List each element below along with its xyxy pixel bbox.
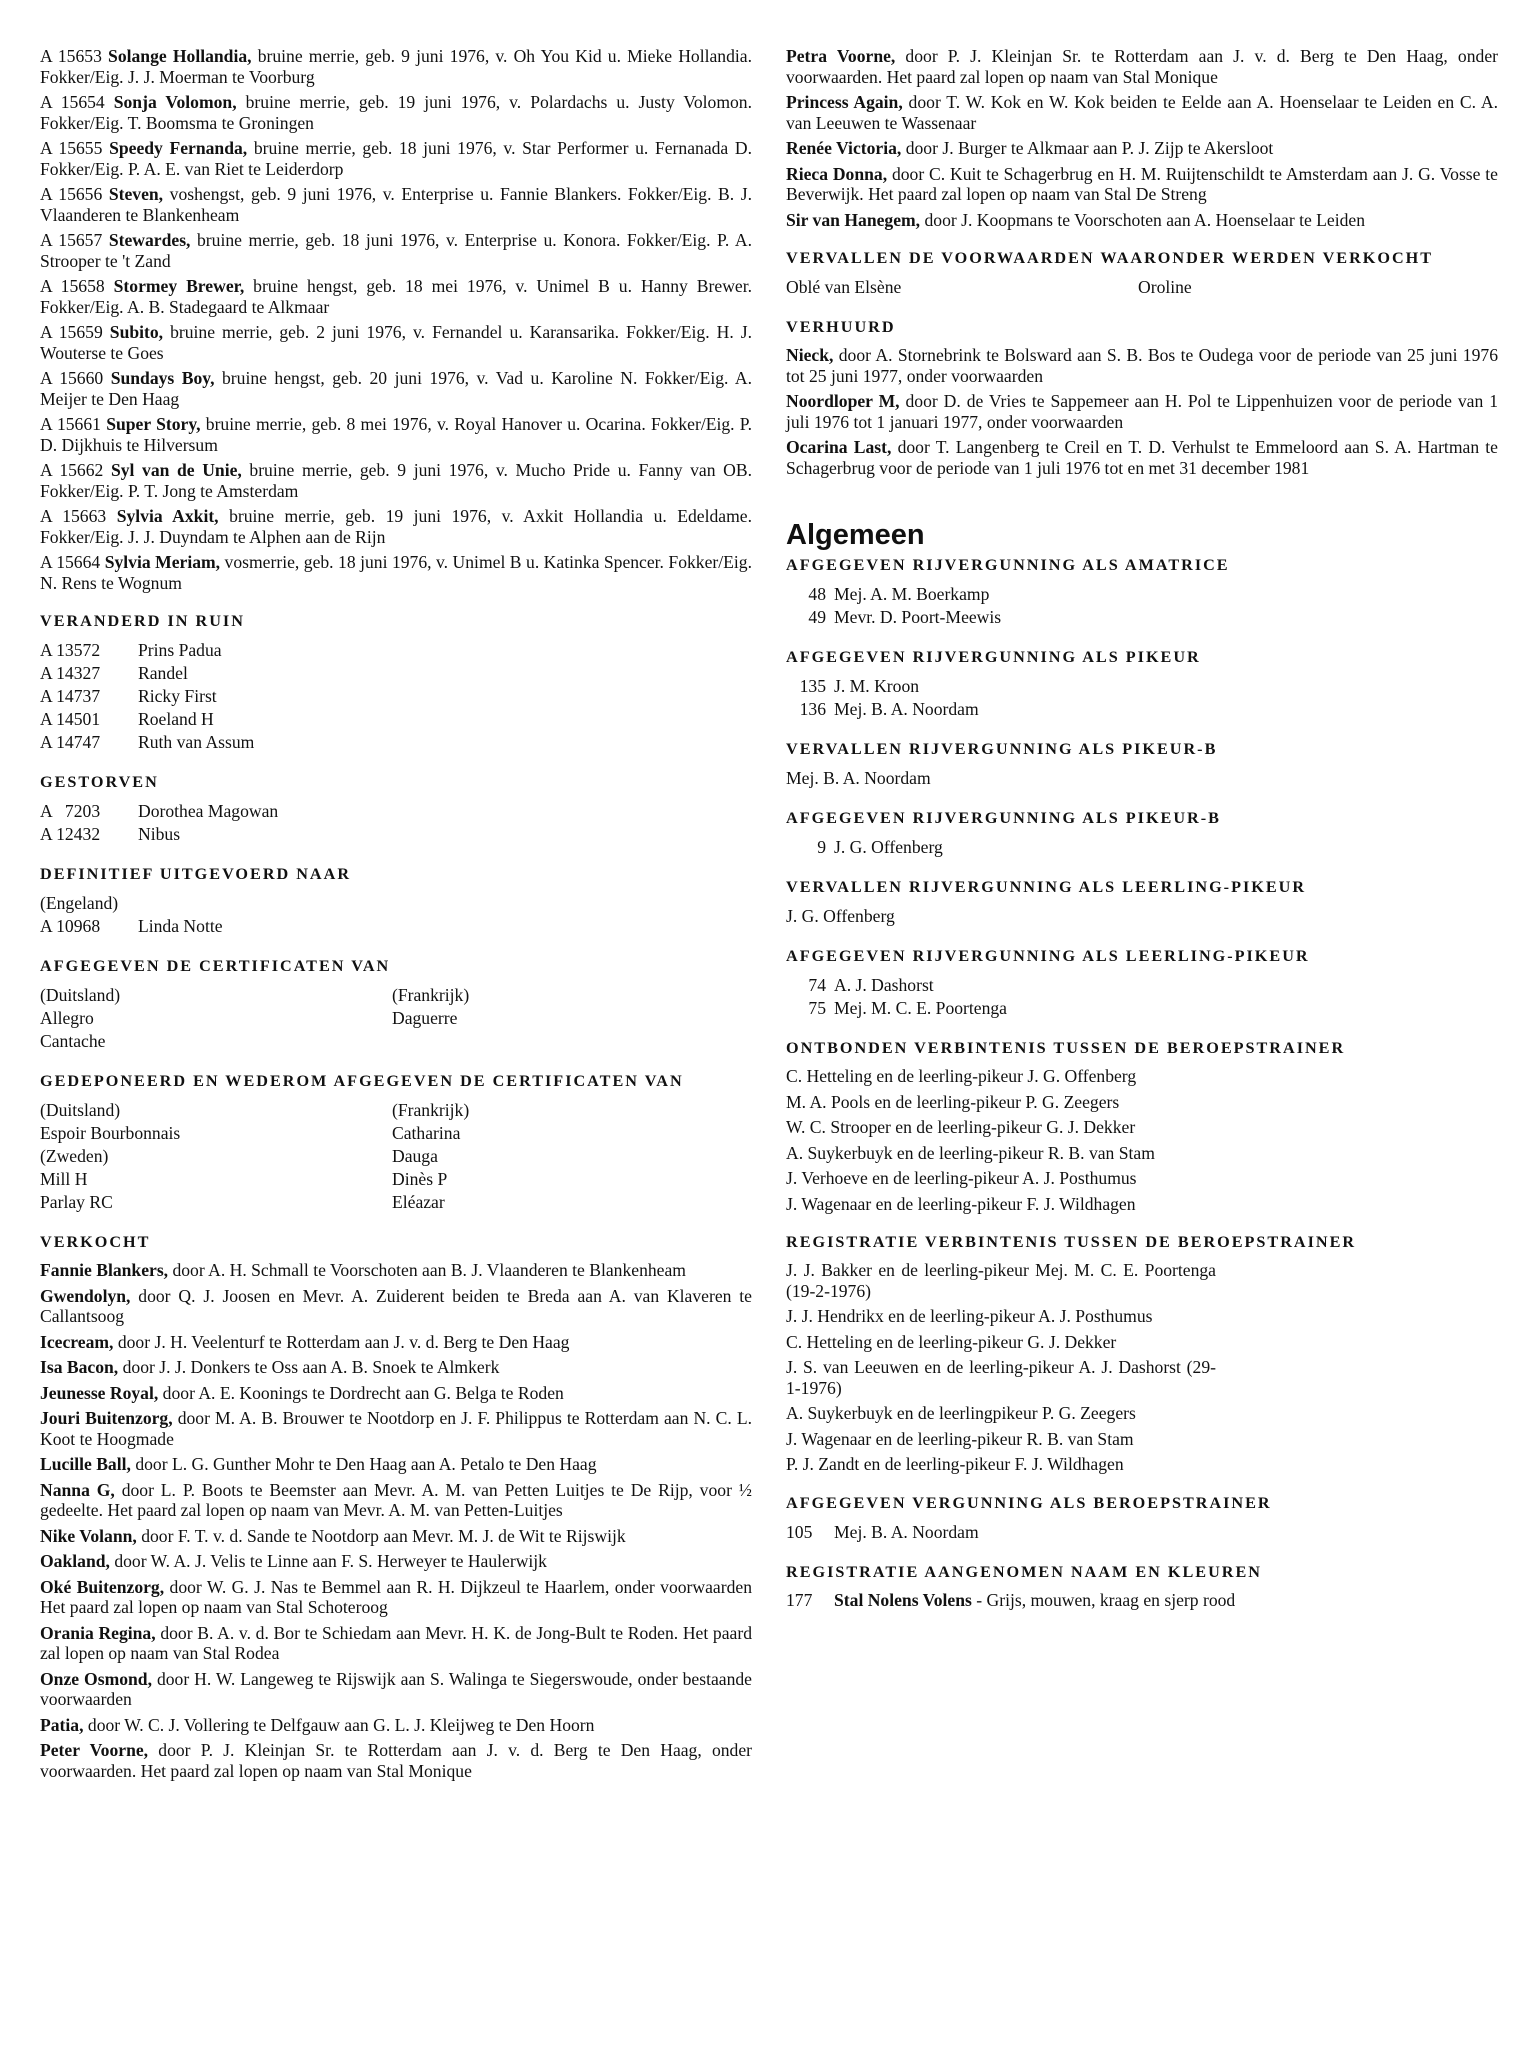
trainer-entry: J. S. van Leeuwen en de leerling-pikeur A. J. Dashorst (29-1-1976)	[786, 1357, 1216, 1398]
horse-name: Speedy Fernanda,	[109, 138, 248, 158]
registration-details: bruine merrie, geb. 19 juni 1976, v. Polardachs u. Justy Volomon. Fokker/Eig. T. Boomsma te Groningen	[40, 92, 753, 133]
entry-text: door W. G. J. Nas te Bemmel aan R. H. Dijkzeul te Haarlem, onder voorwaarden Het paard zal lopen op naam van Stal Schoteroog	[40, 1576, 752, 1617]
registration-number: A 15662	[40, 460, 104, 480]
section-heading: VERKOCHT	[40, 1233, 151, 1251]
licence-name: J. G. Offenberg	[834, 837, 943, 857]
trainer-entry: A. Suykerbuyk en de leerling-pikeur R. B. van Stam	[786, 1142, 1155, 1163]
registration-entry	[40, 506, 752, 547]
sold-entry	[786, 46, 1498, 87]
registration-details: vosmerrie, geb. 18 juni 1976, v. Unimel B u. Katinka Spencer. Fokker/Eig. N. Rens te Wognum	[40, 552, 752, 593]
entry-text: door P. J. Kleinjan Sr. te Rotterdam aan J. v. d. Berg te Den Haag, onder voorwaarden. Het paard zal lopen op naam van Stal Monique	[40, 1740, 753, 1781]
entry-name: Orania Regina,	[40, 1622, 156, 1643]
entry-name: Patia,	[40, 1714, 84, 1735]
registration-details: bruine merrie, geb. 9 juni 1976, v. Mucho Pride u. Fanny van OB. Fokker/Eig. P. T. Jong te Amsterdam	[40, 460, 752, 501]
sold-list	[40, 1260, 752, 1781]
sold-entry	[786, 138, 1498, 159]
licence-number: 136	[799, 699, 826, 719]
entry-text: door T. Langenberg te Creil en T. D. Verhulst te Emmeloord aan S. A. Hartman te Schagerbrug voor de periode van 1 juli 1976 tot en met 31 december 1981	[786, 437, 1498, 478]
registration-entry	[40, 230, 752, 271]
licence-item	[786, 583, 1498, 606]
licence-name: Mej. B. A. Noordam	[786, 768, 931, 788]
registration-entry	[40, 138, 752, 179]
sold-entry	[40, 1357, 752, 1378]
section-heading: AFGEGEVEN VERGUNNING ALS BEROEPSTRAINER	[786, 1493, 1272, 1512]
entry-text: door M. A. B. Brouwer te Nootdorp en J. F. Philippus te Rotterdam aan N. C. L. Koot te Hoogmade	[40, 1408, 752, 1449]
item-name: Ruth van Assum	[138, 732, 255, 752]
licence-number: 48	[808, 584, 826, 604]
licence-number: 135	[799, 676, 826, 696]
section-heading: ONTBONDEN VERBINTENIS TUSSEN DE BEROEPSTRAINER	[786, 1039, 1346, 1057]
sold-entry	[40, 1260, 752, 1281]
entry-name: Noordloper M,	[786, 391, 900, 411]
trainer-entry: J. Verhoeve en de leerling-pikeur A. J. Posthumus	[786, 1168, 1137, 1188]
trainer-licence-item: 105 Mej. B. A. Noordam	[786, 1521, 979, 1542]
registration-number: A 15658	[40, 276, 105, 296]
ruin-list	[40, 639, 752, 754]
rented-entry	[786, 345, 1498, 386]
dissolved-list	[786, 1066, 1498, 1214]
horse-name: Super Story,	[106, 414, 201, 434]
sold-entry	[786, 92, 1498, 133]
rented-list	[786, 345, 1498, 478]
registration-number: A 15660	[40, 368, 104, 388]
grid-cell: Dauga	[392, 1146, 438, 1166]
entry-text: door W. A. J. Velis te Linne aan F. S. Herweyer te Haulerwijk	[109, 1551, 547, 1571]
entry-text: door T. W. Kok en W. Kok beiden te Eelde aan A. Hoenselaar te Leiden en C. A. van Leeuwen te Wassenaar	[786, 92, 1498, 133]
sold-entry	[40, 1526, 752, 1547]
item-name: Dorothea Magowan	[138, 801, 279, 821]
sold-entry	[40, 1551, 752, 1572]
list-item	[40, 685, 752, 708]
registration-entry	[40, 322, 752, 363]
registration-number: A 15659	[40, 322, 103, 342]
item-name: Nibus	[138, 824, 181, 844]
registration-entry	[40, 414, 752, 455]
entry-name: Isa Bacon,	[40, 1357, 119, 1377]
licence-item	[786, 698, 1498, 721]
voided-conditions: Oblé van Elsène Oroline	[786, 277, 1192, 297]
item-name: Ricky First	[138, 686, 217, 706]
list-item	[40, 639, 752, 662]
sold-entry	[40, 1286, 752, 1327]
registration-details: bruine hengst, geb. 20 juni 1976, v. Vad u. Karoline N. Fokker/Eig. A. Meijer te Den Haag	[40, 368, 753, 409]
registration-entry	[40, 552, 752, 593]
entry-name: Oakland,	[40, 1551, 110, 1571]
grid-cell	[392, 1030, 744, 1053]
section-heading: AFGEGEVEN DE CERTIFICATEN VAN	[40, 957, 391, 975]
trainer-entry: M. A. Pools en de leerling-pikeur P. G. Zeegers	[786, 1091, 1120, 1112]
section-heading: GESTORVEN	[40, 773, 159, 791]
name-registration: 177 Stal Nolens Volens - Grijs, mouwen, kraag en sjerp rood	[786, 1589, 1236, 1610]
grid-cell: Espoir Bourbonnais	[40, 1123, 181, 1143]
registration-number: A 15657	[40, 230, 103, 250]
export-item: A 10968 Linda Notte	[40, 916, 223, 936]
sold-entry	[40, 1669, 752, 1710]
registration-details: bruine merrie, geb. 9 juni 1976, v. Oh You Kid u. Mieke Hollandia. Fokker/Eig. J. J. Moerman te Voorburg	[40, 46, 752, 87]
entry-text: door B. A. v. d. Bor te Schiedam aan Mevr. H. K. de Jong-Bult te Roden. Het paard zal lopen op naam van Stal Rodea	[40, 1622, 752, 1663]
licence-name: J. G. Offenberg	[786, 906, 895, 926]
list-item	[40, 708, 752, 731]
licence-name: A. J. Dashorst	[834, 975, 934, 995]
entry-name: Princess Again,	[786, 92, 903, 112]
horse-name: Stewardes,	[108, 230, 191, 250]
licence-name: Mevr. D. Poort-Meewis	[834, 607, 1002, 627]
list-item	[40, 662, 752, 685]
grid-cell: (Duitsland)	[40, 1100, 121, 1120]
entry-text: door F. T. v. d. Sande te Nootdorp aan Mevr. M. J. de Wit te Rijswijk	[136, 1525, 626, 1546]
item-name: Randel	[138, 663, 188, 683]
section-heading: VERHUURD	[786, 318, 896, 336]
section-heading: AFGEGEVEN RIJVERGUNNING ALS LEERLING-PIKEUR	[786, 947, 1310, 965]
licence-name: Mej. A. M. Boerkamp	[834, 584, 990, 604]
trainer-entry: A. Suykerbuyk en de leerlingpikeur P. G. Zeegers	[786, 1403, 1136, 1423]
entry-name: Onze Osmond,	[40, 1668, 152, 1689]
registration-details: voshengst, geb. 9 juni 1976, v. Enterprise u. Fannie Blankers. Fokker/Eig. B. J. Vlaanderen te Blankenheam	[40, 184, 752, 225]
grid-cell: Catharina	[392, 1123, 461, 1143]
horse-name: Sylvia Meriam,	[104, 552, 221, 572]
registration-list	[40, 46, 752, 593]
item-code: A 7203	[40, 801, 101, 821]
item-code: A 14501	[40, 709, 101, 729]
licence-sections	[786, 554, 1498, 1020]
list-item	[40, 731, 752, 754]
licence-number: 49	[808, 607, 826, 627]
registration-entry	[40, 276, 752, 317]
registration-number: A 15663	[40, 506, 107, 526]
registration-entry	[40, 368, 752, 409]
item-code: A 14747	[40, 732, 101, 752]
general-heading: Algemeen	[786, 519, 925, 551]
section-heading: AFGEGEVEN RIJVERGUNNING ALS AMATRICE	[786, 556, 1230, 574]
sold-entry	[40, 1740, 752, 1781]
sold-entry	[40, 1332, 752, 1353]
trainer-entry: J. J. Bakker en de leerling-pikeur Mej. M. C. E. Poortenga (19-2-1976)	[786, 1260, 1216, 1301]
section-heading: REGISTRATIE AANGENOMEN NAAM EN KLEUREN	[786, 1562, 1262, 1581]
grid-cell: Dinès P	[392, 1169, 448, 1189]
registration-number: A 15656	[40, 184, 103, 204]
entry-name: Peter Voorne,	[40, 1740, 149, 1760]
section-heading: VERVALLEN RIJVERGUNNING ALS LEERLING-PIKEUR	[786, 878, 1307, 896]
horse-name: Syl van de Unie,	[110, 460, 242, 480]
licence-number: 9	[817, 837, 826, 857]
entry-text: door A. E. Koonings te Dordrecht aan G. Belga te Roden	[158, 1382, 564, 1403]
section-heading: GEDEPONEERD EN WEDEROM AFGEGEVEN DE CERTIFICATEN VAN	[40, 1072, 684, 1090]
item-code: A 14737	[40, 686, 101, 706]
entry-text: door J. Koopmans te Voorschoten aan A. Hoenselaar te Leiden	[920, 209, 1366, 230]
entry-text: door D. de Vries te Sappemeer aan H. Pol te Lippenhuizen voor de periode van 1 juli 1976 tot 1 januari 1977, onder voorwaarden	[786, 391, 1498, 432]
sold-list-continued	[786, 46, 1498, 230]
licence-name: Mej. M. C. E. Poortenga	[834, 998, 1007, 1018]
grid-cell: Parlay RC	[40, 1192, 113, 1212]
certificates-grid	[40, 984, 752, 1053]
entry-text: door H. W. Langeweg te Rijswijk aan S. Walinga te Siegerswoude, onder bestaande voorwaarden	[40, 1668, 752, 1709]
grid-cell: (Frankrijk)	[392, 1100, 470, 1120]
licence-item	[786, 675, 1498, 698]
right-column	[786, 46, 1498, 1615]
entry-name: Lucille Ball,	[40, 1454, 131, 1474]
licence-item	[786, 974, 1498, 997]
sold-entry	[786, 210, 1498, 231]
registration-number: A 15664	[40, 552, 101, 572]
entry-name: Gwendolyn,	[40, 1285, 131, 1306]
registration-entry	[40, 92, 752, 133]
entry-text: door Q. J. Joosen en Mevr. A. Zuiderent beiden te Breda aan A. van Klaveren te Callantsoog	[40, 1285, 752, 1326]
entry-text: door J. J. Donkers te Oss aan A. B. Snoek te Almkerk	[118, 1357, 500, 1377]
grid-cell: (Zweden)	[40, 1146, 109, 1166]
item-code: A 14327	[40, 663, 101, 683]
item-code: A 12432	[40, 824, 101, 844]
section-heading: VERANDERD IN RUIN	[40, 612, 245, 630]
section-heading: VERVALLEN DE VOORWAARDEN WAARONDER WERDEN VERKOCHT	[786, 249, 1434, 267]
horse-name: Stormey Brewer,	[113, 276, 245, 296]
registration-details: bruine merrie, geb. 2 juni 1976, v. Fernandel u. Karansarika. Fokker/Eig. H. J. Wouterse te Goes	[40, 322, 753, 363]
left-column	[40, 46, 752, 1786]
licence-item	[786, 997, 1498, 1020]
grid-cell: Allegro	[40, 1008, 94, 1028]
entry-name: Nike Volann,	[40, 1525, 137, 1546]
grid-cell: Mill H	[40, 1169, 88, 1189]
entry-name: Petra Voorne,	[786, 46, 896, 66]
registration-details: bruine merrie, geb. 19 juni 1976, v. Axkit Hollandia u. Edeldame. Fokker/Eig. J. J. Duyndam te Alphen aan de Rijn	[40, 506, 752, 547]
registration-entry	[40, 46, 752, 87]
section-heading: REGISTRATIE VERBINTENIS TUSSEN DE BEROEPSTRAINER	[786, 1233, 1357, 1251]
entry-text: door L. G. Gunther Mohr te Den Haag aan A. Petalo te Den Haag	[130, 1454, 597, 1474]
registration-details: bruine merrie, geb. 18 juni 1976, v. Enterprise u. Konora. Fokker/Eig. P. A. Strooper te 't Zand	[40, 230, 752, 271]
section-heading: VERVALLEN RIJVERGUNNING ALS PIKEUR-B	[786, 740, 1218, 758]
registration-number: A 15661	[40, 414, 101, 434]
entry-text: door J. H. Veelenturf te Rotterdam aan J. v. d. Berg te Den Haag	[113, 1331, 570, 1352]
trainer-entry: C. Hetteling en de leerling-pikeur G. J. Dekker	[786, 1331, 1117, 1352]
list-item	[40, 800, 752, 823]
horse-name: Sylvia Axkit,	[116, 506, 219, 526]
licence-number: 75	[808, 998, 826, 1018]
sold-entry	[40, 1577, 752, 1618]
registration-details: bruine hengst, geb. 18 mei 1976, v. Unimel B u. Hanny Brewer. Fokker/Eig. A. B. Stadegaard te Alkmaar	[40, 276, 752, 317]
section-heading: AFGEGEVEN RIJVERGUNNING ALS PIKEUR	[786, 648, 1201, 666]
trainer-entry: J. J. Hendrikx en de leerling-pikeur A. J. Posthumus	[786, 1306, 1153, 1326]
entry-text: door C. Kuit te Schagerbrug en H. M. Ruijtenschildt te Amsterdam aan J. G. Vosse te Beverwijk. Het paard zal lopen op naam van Stal De Streng	[786, 163, 1498, 204]
licence-name: J. M. Kroon	[834, 676, 920, 696]
section-heading: AFGEGEVEN RIJVERGUNNING ALS PIKEUR-B	[786, 809, 1221, 827]
entry-name: Oké Buitenzorg,	[40, 1576, 165, 1597]
registered-list	[786, 1260, 1498, 1475]
item-name: Roeland H	[138, 709, 214, 729]
sold-entry	[40, 1715, 752, 1736]
deposited-grid	[40, 1099, 752, 1214]
grid-cell: Daguerre	[392, 1008, 458, 1028]
entry-name: Nieck,	[786, 345, 834, 365]
entry-text: door P. J. Kleinjan Sr. te Rotterdam aan J. v. d. Berg te Den Haag, onder voorwaarden. Het paard zal lopen op naam van Stal Monique	[786, 46, 1498, 87]
licence-item	[786, 836, 1498, 859]
registration-details: bruine merrie, geb. 8 mei 1976, v. Royal Hanover u. Ocarina. Fokker/Eig. P. D. Dijkhuis te Hilversum	[40, 414, 753, 455]
horse-name: Solange Hollandia,	[108, 46, 252, 66]
registration-number: A 15654	[40, 92, 105, 112]
licence-number: 74	[808, 975, 826, 995]
registration-entry	[40, 460, 752, 501]
rented-entry	[786, 391, 1498, 432]
sold-entry	[40, 1480, 752, 1521]
trainer-entry: J. Wagenaar en de leerling-pikeur F. J. Wildhagen	[786, 1193, 1136, 1214]
item-code: A 13572	[40, 640, 101, 660]
trainer-entry: C. Hetteling en de leerling-pikeur J. G. Offenberg	[786, 1066, 1137, 1086]
licence-item	[786, 767, 1498, 790]
grid-cell: (Frankrijk)	[392, 985, 470, 1005]
list-item	[40, 823, 752, 846]
entry-name: Ocarina Last,	[786, 437, 892, 457]
grid-cell: (Duitsland)	[40, 985, 121, 1005]
entry-name: Renée Victoria,	[786, 138, 902, 158]
sold-entry	[40, 1383, 752, 1404]
licence-name: Mej. B. A. Noordam	[834, 699, 979, 719]
entry-name: Jeunesse Royal,	[40, 1382, 159, 1403]
trainer-entry: J. Wagenaar en de leerling-pikeur R. B. van Stam	[786, 1428, 1134, 1449]
horse-name: Sonja Volomon,	[113, 92, 237, 112]
sold-entry	[40, 1454, 752, 1475]
entry-name: Fannie Blankers,	[40, 1260, 169, 1280]
entry-name: Rieca Donna,	[786, 163, 888, 184]
sold-entry	[40, 1408, 752, 1449]
registration-number: A 15653	[40, 46, 102, 66]
section-heading: DEFINITIEF UITGEVOERD NAAR	[40, 865, 352, 883]
registration-number: A 15655	[40, 138, 103, 158]
trainer-entry: W. C. Strooper en de leerling-pikeur G. J. Dekker	[786, 1117, 1136, 1137]
trainer-entry: P. J. Zandt en de leerling-pikeur F. J. Wildhagen	[786, 1454, 1124, 1474]
rented-entry	[786, 437, 1498, 478]
entry-text: door A. H. Schmall te Voorschoten aan B. J. Vlaanderen te Blankenheam	[168, 1260, 686, 1280]
entry-text: door A. Stornebrink te Bolsward aan S. B. Bos te Oudega voor de periode van 25 juni 1976 tot 25 juni 1977, onder voorwaarden	[786, 345, 1498, 386]
horse-name: Steven,	[108, 184, 164, 204]
sold-entry	[40, 1623, 752, 1664]
entry-name: Icecream,	[40, 1331, 114, 1352]
entry-text: door W. C. J. Vollering te Delfgauw aan G. L. J. Kleijweg te Den Hoorn	[83, 1714, 595, 1735]
sold-entry	[786, 164, 1498, 205]
item-name: Prins Padua	[138, 640, 222, 660]
grid-cell: Cantache	[40, 1031, 106, 1051]
registration-details: bruine merrie, geb. 18 juni 1976, v. Star Performer u. Fernanada D. Fokker/Eig. P. A. E. van Riet te Leiderdorp	[40, 138, 752, 179]
registration-entry	[40, 184, 752, 225]
deceased-list	[40, 800, 752, 846]
entry-name: Nanna G,	[40, 1479, 115, 1500]
entry-text: door J. Burger te Alkmaar aan P. J. Zijp te Akersloot	[901, 138, 1274, 158]
entry-name: Sir van Hanegem,	[786, 209, 921, 230]
export-country: (Engeland)	[40, 893, 119, 913]
entry-text: door L. P. Boots te Beemster aan Mevr. A. M. van Petten Luitjes te De Rijp, voor ½ gedeelte. Het paard zal lopen op naam van Mevr. A. M. van Petten-Luitjes	[40, 1479, 752, 1520]
grid-cell: Eléazar	[392, 1192, 445, 1212]
entry-name: Jouri Buitenzorg,	[40, 1408, 173, 1428]
licence-item	[786, 905, 1498, 928]
licence-item	[786, 606, 1498, 629]
horse-name: Sundays Boy,	[110, 368, 215, 388]
horse-name: Subito,	[109, 322, 164, 342]
